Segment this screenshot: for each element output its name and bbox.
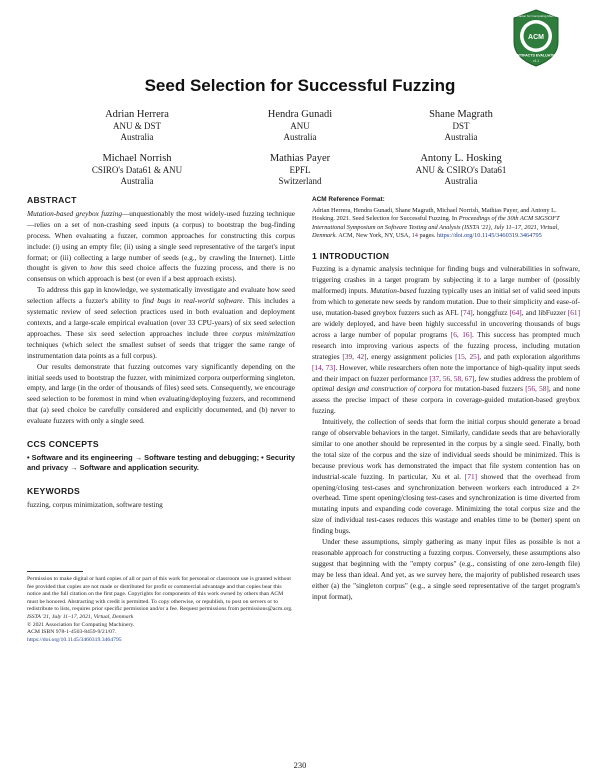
abstract-paragraph: Our results demonstrate that fuzzing outcomes vary significantly depending on the initial seeds used to bootstrap the fuzzer, with minimized corpora outperforming singleton, empty, and large (in the order of thousands of files) seed sets. Consequently, we encourage seed selection to be foremost in mind when evaluating/deploying fuzzers, and recommend that (a) seed choice be carefully considered and explicitly documented, and (b) never to evaluate fuzzers with only a single seed.: [27, 361, 295, 426]
intro-text: Intuitively, the collection of seeds that form the initial corpus should generate a broad range of observable behaviors in the target. Similarly, candidate seeds that are behaviorally similar to one another should be represented in the corpus by a single seed. Finally, both the total size of the corpus and the size of individual seeds should be minimized. This is because previous work has demonstrated the impact that file system contention has on industrial-scale fuzzing. In particular, Xu et al.: [312, 417, 580, 481]
author-affiliation: ANU: [290, 121, 310, 131]
acmref-venue: Proceedings of the 30th ACM SIGSOFT International Symposium on Software Testing and Analysis (ISSTA '21), July 11–17, 2021, Virtual, Denmark.: [312, 215, 560, 240]
footnote-divider: [27, 571, 83, 572]
author-country: Australia: [120, 132, 154, 143]
badge-top: Association for Computing Machinery: [510, 14, 562, 18]
abstract-heading: ABSTRACT: [27, 195, 77, 205]
intro-text: , few studies address the problem of: [474, 373, 580, 383]
intro-text: , and libFuzzer: [521, 308, 566, 318]
abstract-text: . This includes a systematic review of seed selection practices used in both evaluation and deployment contexts, and a large-scale empirical evaluation (over 33 CPU-years) of six seed selection approaches. These six seed selection approaches include three: [27, 296, 296, 338]
intro-emphasis: Mutation-based: [370, 286, 417, 296]
citation-link[interactable]: [74]: [460, 308, 473, 318]
intro-paragraph: [312, 417, 580, 537]
citation-link[interactable]: [37, 56, 58, 67]: [429, 373, 475, 383]
intro-paragraph: Under these assumptions, simply gathering as many input files as possible is not a reasonable approach for constructing a fuzzing corpus. Conversely, these assumptions also suggest that beginning with the "empty corpus" (e.g., consisting of one zero-length file) may be less than ideal. And yet, as we survey here, the majority of published research uses either (a) the "singleton corpus" (e.g., a single seed representative of the target program's input format),: [312, 537, 580, 601]
intro-text: for mutation-based fuzzers: [443, 384, 523, 394]
keywords-heading: KEYWORDS: [27, 485, 81, 496]
badge-center: ACM: [528, 34, 544, 41]
author-name: Adrian Herrera: [105, 109, 169, 120]
ccs-heading: CCS CONCEPTS: [27, 439, 99, 450]
acmref-doi-link[interactable]: https://doi.org/10.1145/3460319.3464795: [437, 232, 542, 240]
author-name: Antony L. Hosking: [420, 153, 502, 164]
acm-reference: [312, 207, 580, 241]
author-affiliation: ANU & CSIRO's Data61: [415, 165, 507, 175]
author-name: Hendra Gunadi: [267, 109, 333, 120]
acmref-pages-link[interactable]: 14: [411, 232, 418, 240]
venue-text: ISSTA '21, July 11–17, 2021, Virtual, Denmark: [27, 613, 134, 620]
citation-link[interactable]: [15, 25]: [455, 351, 480, 361]
acm-artifacts-evaluated-badge-icon: [510, 8, 562, 68]
author-country: Australia: [283, 132, 317, 143]
abstract-text: this seed choice affects the fuzzing process, and there is no consensus on which approach is best (or even if a best approach exists).: [27, 263, 296, 284]
intro-text: . However, while researchers often note the importance of high-quality input seeds and their impact on fuzzer performance: [312, 362, 580, 383]
copyright-text: © 2021 Association for Computing Machinery.: [27, 621, 135, 628]
intro-text: , honggfuzz: [472, 308, 508, 318]
author-affiliation: ANU & DST: [112, 121, 161, 131]
intro-text: , and path exploration algorithms: [479, 351, 580, 361]
badge-bottom: ARTIFACTS EVALUATED: [514, 53, 558, 58]
abstract-paragraph: [27, 285, 295, 361]
permission-footnote: [27, 576, 295, 644]
intro-text: , and none assess the precise impact of these corpora in coverage-guided mutation-based greybox fuzzing.: [312, 384, 581, 416]
acmref-text: ACM, New York, NY, USA,: [338, 232, 411, 240]
intro-text: fuzzing typically uses an initial set of valid seed inputs from which to generate new seeds by random mutation. Due to their simplicity and ease-of-use, mutation-based greybox fuzzers such as AFL: [312, 286, 580, 318]
abstract-paragraph: [27, 209, 295, 285]
author-name: Mathias Payer: [269, 153, 331, 164]
intro-text: are widely deployed, and have been highly successful in uncovering thousands of bugs across a large number of popular programs: [312, 318, 580, 339]
keywords-text: fuzzing, corpus minimization, software testing: [27, 499, 163, 509]
intro-emphasis: optimal design and construction of corpora: [312, 384, 442, 394]
author-name: Shane Magrath: [429, 109, 493, 120]
author-country: Australia: [444, 132, 478, 143]
acmref-text: pages.: [419, 232, 436, 240]
author-name: Michael Norrish: [102, 153, 172, 164]
abstract-emphasis: how: [90, 263, 103, 273]
paper-title: Seed Selection for Successful Fuzzing: [144, 76, 456, 95]
citation-link[interactable]: [61]: [567, 308, 581, 318]
abstract-text: —unquestionably the most widely-used fuzzing technique—relies on a set of non-crashing seed inputs (a corpus) to bootstrap the bug-finding process. When evaluating a fuzzer, common approaches for constructing this corpus include: (i) using an empty file; (ii) using a single seed representative of the target's input format; or (iii) collecting a large number of seeds (e.g., by crawling the Internet). Little thought is given to: [27, 208, 295, 273]
intro-text: showed that the overhead from opening/closing test-cases and synchronization between workers each introduced a 2× overhead. Time spent opening/closing test-cases and synchronization is time diverted from mutating inputs and expanding code coverage. Minimizing the total corpus size and the size of individual test-cases reduces this wastage and enables time to be (better) spent on finding bugs.: [312, 471, 580, 536]
page-number: 230: [293, 760, 307, 770]
abstract-emphasis: corpus minimization: [232, 328, 296, 338]
intro-paragraph: [312, 264, 580, 417]
doi-link[interactable]: https://doi.org/10.1145/3460319.3464795: [27, 636, 122, 643]
citation-link[interactable]: [39, 42]: [342, 351, 367, 361]
introduction-heading: 1 INTRODUCTION: [312, 250, 390, 261]
citation-link[interactable]: [71]: [464, 471, 478, 481]
abstract-emphasis: Mutation-based greybox fuzzing: [27, 208, 122, 218]
intro-text: . This success has prompted much research into improving various aspects of the fuzzing process, including mutation strategies: [312, 329, 580, 361]
author-country: Australia: [444, 176, 478, 187]
author-affiliation: EPFL: [289, 165, 311, 175]
ccs-concepts: • Software and its engineering → Software testing and debugging; • Security and privacy → Software and application security.: [27, 452, 295, 473]
abstract-text: To address this gap in knowledge, we systematically investigate and evaluate how seed selection affects a fuzzer's ability to: [27, 285, 295, 306]
left-column: [27, 195, 295, 511]
author-country: Australia: [120, 176, 154, 187]
intro-text: Fuzzing is a dynamic analysis technique for finding bugs and vulnerabilities in software, triggering crashes in a target program by subjecting it to a large number of (possibly malformed) inputs.: [312, 264, 580, 296]
acm-reference-heading: ACM Reference Format:: [312, 196, 385, 203]
abstract-emphasis: find bugs in real-world software: [142, 296, 243, 306]
citation-link[interactable]: [6, 16]: [450, 329, 472, 339]
citation-link[interactable]: [14, 73]: [312, 362, 336, 372]
badge-version: v1.1: [532, 59, 540, 63]
right-column: [312, 195, 580, 603]
author-affiliation: CSIRO's Data61 & ANU: [91, 165, 183, 175]
author-block: [361, 108, 561, 144]
citation-link[interactable]: [64]: [509, 308, 522, 318]
author-country: Switzerland: [278, 176, 322, 187]
citation-link[interactable]: [56, 58]: [525, 384, 549, 394]
isbn-text: ACM ISBN 978-1-4503-8459-9/21/07.: [27, 629, 117, 636]
permission-text: Permission to make digital or hard copies of all or part of this work for personal or classroom use is granted without fee provided that copies are not made or distributed for profit or commercial advantage and that copies bear this notice and the full citation on the first page. Copyrights for components of this work owned by others than ACM must be honored. Abstracting with credit is permitted. To copy otherwise, or republish, to post on servers or to redistribute to lists, requires prior specific permission and/or a fee. Request permissions from permissions@acm.org.: [27, 576, 293, 613]
acmref-text: Adrian Herrera, Hendra Gunadi, Shane Magrath, Michael Norrish, Mathias Payer, and Antony L. Hosking. 2021. Seed Selection for Successful Fuzzing. In: [312, 206, 557, 223]
intro-text: , energy assignment policies: [366, 351, 453, 361]
author-block: [361, 152, 561, 188]
abstract-text: techniques (which select the smallest subset of seeds that trigger the same range of instrumentation data points as a full corpus).: [27, 339, 295, 360]
author-affiliation: DST: [452, 121, 470, 131]
